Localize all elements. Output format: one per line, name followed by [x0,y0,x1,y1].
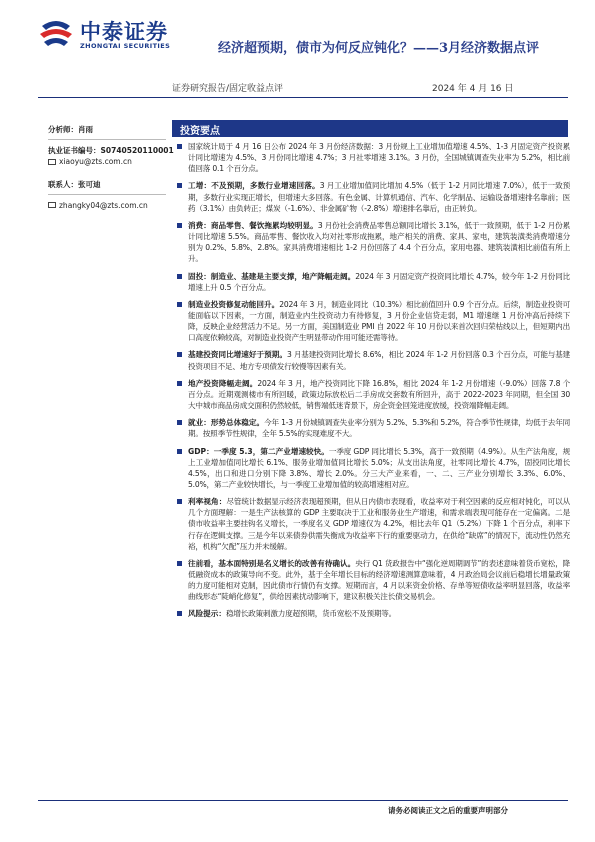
analyst-name: 肖雨 [78,125,93,134]
paragraph-lead: 地产投资降幅走阔。 [188,378,258,388]
paragraph-lead: 利率视角： [188,497,227,507]
contact-email-row [48,200,166,212]
paragraph-text: 一季度 GDP 同比增长 5.3%，高于一致预期（4.9%）。从生产法角度，规上工业增加值同比增长 6.1%、服务业增加值同比增长 5.0%；从支出法角度，社零同比增长 4.7%，固投同比增长 4.5%，出口和进口分别下降 3.8%、增长 2.0%。分三大产业来看，一、二、三产业分别增长 3.3%、6.0%、5.0%，第二产业较快增长，与一季度工业增加值的较高增速相对应。 [188,446,570,489]
square-bullet-icon [177,302,182,307]
footer-divider [38,800,568,801]
analyst-info [48,124,174,216]
header-divider [38,97,568,98]
square-bullet-icon [177,449,182,454]
square-bullet-icon [177,183,182,188]
paragraph-lead: 消费：商品零售、餐饮拖累均较明显。 [188,220,318,230]
square-bullet-icon [177,274,182,279]
paragraph-text: 尽管统计数据显示经济表现超预期，但从日内债市表现看，收益率对于利空因素的反应相对钝化，可以从几个方面理解：一是生产法核算的 GDP 主要取决于工业和服务业生产增速，和需求端表现可能存在一定偏离。二是债市收益率主要挂钩名义增长，一季度名义 GDP 增速仅为 4.2%，相比去年 Q1（5.2%）下降 1 个百分点，利率下行存在逻辑支撑。三是今年以来债券供需失衡成为收益率下行的重要驱动力，在供给“缺席”的情况下，流动性仍然充裕，机构“欠配”压力并未缓解。 [188,497,571,551]
key-point-paragraph [175,558,570,602]
analyst-email[interactable]: xiaoyu@zts.com.cn [59,157,132,167]
paragraph-text: 2024 年 3 月，地产投资同比下降 16.8%，相比 2024 年 1-2 月份增速（-9.0%）回落 7.8 个百分点。近期观测楼市有所回暖，政策边际放松后二手房成交套数有所回升，高于 2022-2023 年同期，但全国 30 大中城市商品房成交面积仍然较低，销售端低迷背景下，房企资金回笼进度放缓，投资端降幅走阔。 [188,378,570,410]
square-bullet-icon [177,561,182,566]
square-bullet-icon [177,420,182,425]
key-point-paragraph [175,417,570,439]
section-title: 投资要点 [180,126,220,137]
square-bullet-icon [177,499,182,504]
key-point-paragraph [175,378,570,411]
key-point-paragraph [175,446,570,490]
contact-email[interactable]: zhangky04@zts.com.cn [59,200,148,210]
paragraph-text: 3 月工业增加值同比增加 4.5%（低于 1-2 月同比增速 7.0%），低于一致预期，多数行业实现正增长，但增速大多回落。有色金属、计算机通信、汽车、化学制品、运输设备增速排名靠前；医药（3.1%）由负转正；煤炭（-1.6%）、非金属矿物（-2.8%）增速排名靠后，由正转负。 [188,181,571,213]
square-bullet-icon [177,223,182,228]
analyst-name-row [48,124,166,136]
cert-number: S0740520110001 [100,145,174,155]
paragraph-text: 3 月基建投资同比增长 8.6%，相比 2024 年 1-2 月份回落 0.3 个百分点，可能与基建投资项目不足、地方专项债发行较慢等因素有关。 [188,350,570,371]
key-point-paragraph [175,180,570,213]
paragraph-lead: 工增：不及预期，多数行业增速回落。 [188,181,320,191]
paragraph-text: 3 月份社会消费品零售总额同比增长 3.1%，低于一致预期，低于 1-2 月份累计同比增速 5.5%。商品零售、餐饮收入均对社零形成拖累，地产相关的消费、家具、家电，建筑装潢类消费增速分别为 0.2%、5.8%、2.8%。家具消费增速相比 1-2 月份回落了 4.4 个百分点，家用电器、建筑装潢相比前值有所上升。 [188,220,570,264]
key-point-paragraph [175,141,570,174]
square-bullet-icon [177,611,182,616]
paragraph-lead: GDP：一季度 5.3，第二产业增速较快。 [188,446,329,456]
key-point-paragraph [175,608,570,619]
contact-label: 联系人： [48,179,78,189]
paragraph-lead: 就业：形势总体稳定。 [188,418,265,428]
logo-text-cn: 中泰证券 [80,20,168,44]
paragraph-lead: 风险提示： [188,609,226,619]
report-date: 2024 年 4 月 16 日 [432,84,514,94]
key-point-paragraph [175,271,570,293]
paragraph-text: 稳增长政策刺激力度超预期，货币宽松不及预期等。 [225,609,397,619]
paragraph-lead: 制造业投资修复动能回升。 [188,299,280,309]
divider [48,139,166,140]
square-bullet-icon [177,144,182,149]
analyst-email-row [48,156,166,168]
cert-label: 执业证书编号： [48,145,101,155]
paragraph-text: 2024 年 3 月固定资产投资同比增长 4.7%，较今年 1-2 月份同比增速上升 0.5 个百分点。 [188,271,571,292]
paragraph-lead: 往前看，基本面特别是名义增长的改善有待确认。 [188,558,356,568]
paragraph-text: 今年 1-3 月份城镇调查失业率分别为 5.2%、5.3%和 5.2%，符合季节性规律，均低于去年同期。按照季节性规律，全年 5.5%的实现难度不大。 [188,418,570,439]
divider [48,194,166,195]
paragraph-text: 国家统计局于 4 月 16 日公布 2024 年 3 月份经济数据：3 月份规上工业增加值增速 4.5%、1-3 月固定资产投资累计同比增速为 4.5%、3 月份同比增速 4.7%；3 月社零增速 3.1%。3 月份，全国城镇调查失业率为 5.2%，相比前值回落 0.1 个百分点。 [188,142,570,174]
main-content [175,141,570,626]
analyst-cert-row [48,145,174,157]
key-point-paragraph [175,220,570,264]
paragraph-text: 2024 年 3 月，制造业同比（10.3%）相比前值回升 0.9 个百分点。后续，制造业投资可能面临以下因素，一方面，制造业内生投资动力有待修复，3 月份企业信贷走弱，M1 增速继 1 月份冲高后持续下降，反映企业经营活力不足。另一方面，美国制造业 PMI 自 2022 年 10 月份以来首次回归荣枯线以上，但短期内出口高度依赖较高，对制造业投资产生明显带动作用可能还需等待。 [188,299,570,343]
document-title: 经济超预期，债市为何反应钝化？——3月经济数据点评 [218,41,540,56]
footer-disclaimer: 请务必阅读正文之后的重要声明部分 [388,806,508,815]
report-type: 证券研究报告/固定收益点评 [172,84,284,94]
logo-text-en: ZHONGTAI SECURITIES [80,42,171,50]
logo-mark-icon [38,18,74,48]
square-bullet-icon [177,381,182,386]
mail-icon [48,159,56,165]
paragraph-lead: 固投：制造业、基建是主要支撑，地产降幅走阔。 [188,271,356,281]
key-point-paragraph [175,496,570,551]
analyst-label: 分析师： [48,125,78,134]
contact-name: 张可迪 [78,179,101,189]
key-point-paragraph [175,299,570,343]
section-header-bar [172,120,568,137]
paragraph-lead: 基建投资同比增速好于预期。 [188,350,287,360]
key-point-paragraph [175,349,570,371]
contact-name-row [48,179,166,191]
paragraph-text: 央行 Q1 货政报告中“强化逆周期调节”的表述意味着货币宽松，降低融资成本的政策导向不变。此外，基于全年增长目标的经济增速测算意味着，4 月政治局会议前后稳增长增量政策的力度可能相对克制，因此债市行情仍有支撑。短期而言，4 月以来资金价格、存单等短债收益率明显回落，收益率曲线形态“陡峭化修复”，供给因素扰动影响下，建议积极关注长债交易机会。 [188,558,570,602]
square-bullet-icon [177,352,182,357]
mail-icon [48,202,56,208]
company-logo [38,16,198,56]
